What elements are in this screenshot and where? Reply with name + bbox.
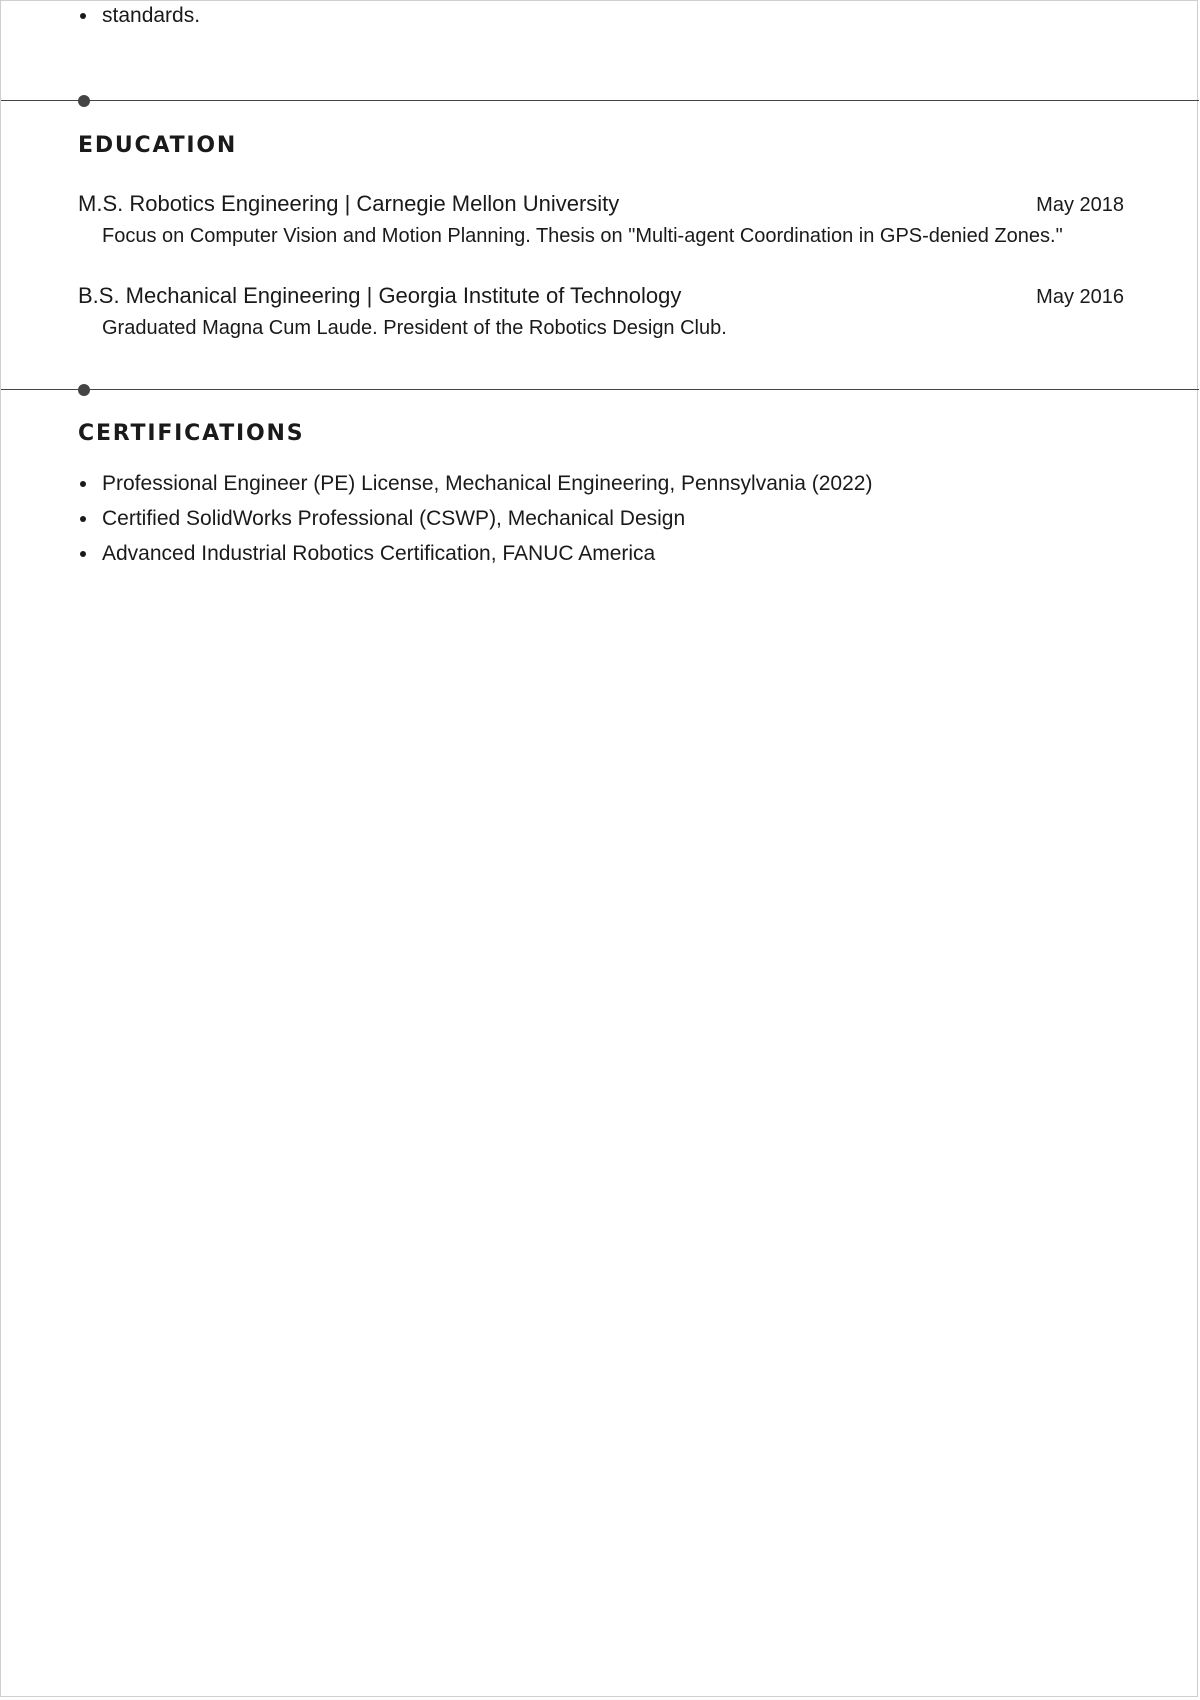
degree-description: Focus on Computer Vision and Motion Planning. Thesis on "Multi-agent Coordination in GPS-denied Zones." [102,225,1063,247]
education-entry [78,283,1124,340]
graduation-date: May 2018 [1036,194,1124,216]
education-heading: EDUCATION [78,133,238,158]
divider-dot-icon [78,384,90,396]
degree-description: Graduated Magna Cum Laude. President of the Robotics Design Club. [102,317,727,339]
education-entry-header [78,191,1124,217]
degree-title: M.S. Robotics Engineering | Carnegie Mellon University [78,191,620,216]
certifications-heading: CERTIFICATIONS [78,421,305,446]
list-item: standards. [78,0,1128,33]
experience-bullets-continued [78,0,1128,33]
section-divider [1,389,1199,390]
education-entry [78,191,1124,248]
section-divider [1,100,1199,101]
certifications-list [78,466,1128,571]
graduation-date: May 2016 [1036,286,1124,308]
degree-title: B.S. Mechanical Engineering | Georgia Institute of Technology [78,283,682,308]
education-entry-header [78,283,1124,309]
divider-dot-icon [78,95,90,107]
certification-item: Advanced Industrial Robotics Certification, FANUC America [78,536,1128,571]
certification-item: Professional Engineer (PE) License, Mechanical Engineering, Pennsylvania (2022) [78,466,1128,501]
certification-item: Certified SolidWorks Professional (CSWP), Mechanical Design [78,501,1128,536]
